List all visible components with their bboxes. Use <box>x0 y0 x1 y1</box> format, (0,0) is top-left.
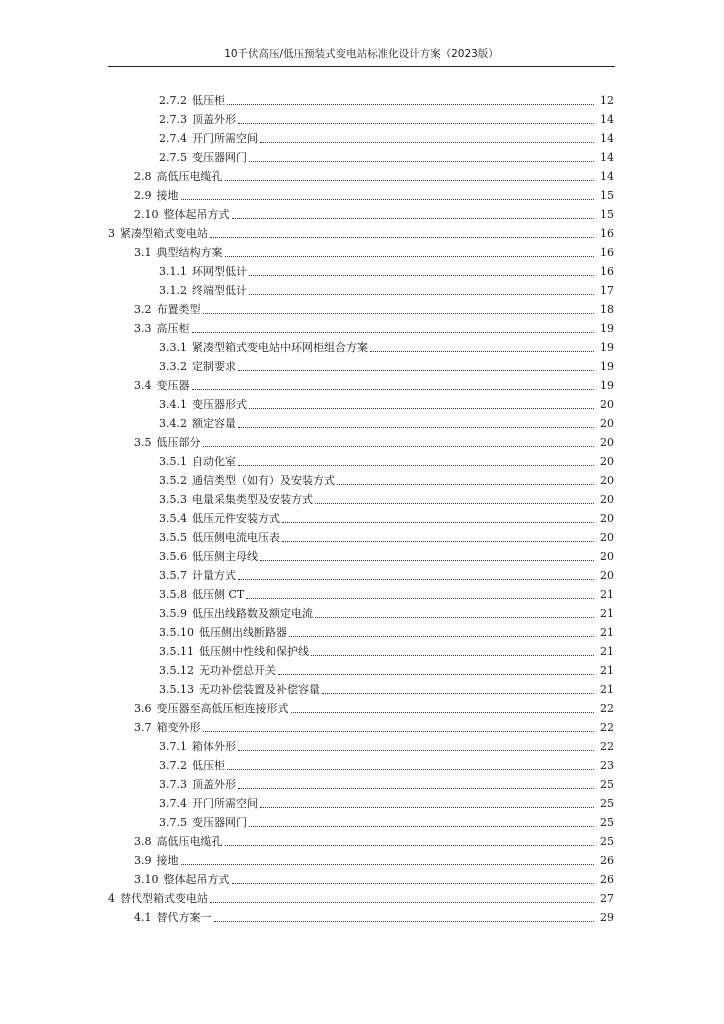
toc-entry[interactable] <box>0 393 724 412</box>
toc-entry-title: 典型结构方案 <box>156 246 223 259</box>
toc-entry-number: 3.5.1 <box>159 455 187 468</box>
toc-entry-title: 高低压电缆孔 <box>156 170 223 183</box>
toc-dot-leader <box>260 807 594 808</box>
toc-entry[interactable] <box>0 146 724 165</box>
toc-entry[interactable] <box>0 526 724 545</box>
toc-dot-leader <box>282 522 594 523</box>
toc-entry-title: 变压器网门 <box>192 151 247 164</box>
toc-entry-page: 25 <box>600 835 614 848</box>
toc-entry-page: 22 <box>600 702 614 715</box>
toc-entry[interactable] <box>0 830 724 849</box>
toc-entry-page: 18 <box>600 303 614 316</box>
toc-entry-number: 3.5.2 <box>159 474 187 487</box>
toc-entry-page: 20 <box>600 512 614 525</box>
toc-entry-title: 变压器网门 <box>192 816 247 829</box>
toc-dot-leader <box>227 104 594 105</box>
toc-entry-title: 低压元件安装方式 <box>192 512 280 525</box>
toc-entry[interactable] <box>0 431 724 450</box>
toc-entry[interactable] <box>0 469 724 488</box>
toc-entry[interactable] <box>0 412 724 431</box>
toc-entry-page: 16 <box>600 246 614 259</box>
toc-entry-page: 23 <box>600 759 614 772</box>
toc-entry-title: 额定容量 <box>192 417 236 430</box>
toc-entry[interactable] <box>0 89 724 108</box>
toc-entry-title: 整体起吊方式 <box>163 873 230 886</box>
toc-entry-number: 3.1.1 <box>159 265 187 278</box>
toc-entry-number: 3.7.3 <box>159 778 187 791</box>
toc-entry[interactable] <box>0 659 724 678</box>
toc-entry[interactable] <box>0 279 724 298</box>
toc-entry[interactable] <box>0 849 724 868</box>
toc-dot-leader <box>192 332 595 333</box>
toc-entry-number: 3.10 <box>134 873 159 886</box>
toc-entry-title: 变压器形式 <box>192 398 247 411</box>
toc-dot-leader <box>291 712 595 713</box>
toc-dot-leader <box>227 769 594 770</box>
toc-dot-leader <box>225 256 595 257</box>
toc-entry[interactable] <box>0 355 724 374</box>
toc-entry-page: 20 <box>600 493 614 506</box>
toc-dot-leader <box>315 617 594 618</box>
toc-entry-title: 替代方案一 <box>156 911 212 924</box>
toc-entry-number: 3.3.2 <box>159 360 187 373</box>
toc-entry[interactable] <box>0 488 724 507</box>
toc-dot-leader <box>260 142 594 143</box>
toc-entry-page: 21 <box>600 626 614 639</box>
toc-entry-page: 15 <box>600 208 614 221</box>
toc-entry-number: 2.7.3 <box>159 113 187 126</box>
toc-entry-title: 自动化室 <box>192 455 236 468</box>
toc-dot-leader <box>249 408 594 409</box>
toc-dot-leader <box>181 199 595 200</box>
toc-entry-page: 27 <box>600 892 614 905</box>
toc-entry-title: 顶盖外形 <box>192 113 236 126</box>
toc-entry[interactable] <box>0 260 724 279</box>
toc-entry[interactable] <box>0 754 724 773</box>
toc-entry-page: 22 <box>600 740 614 753</box>
toc-entry-page: 19 <box>600 379 614 392</box>
toc-dot-leader <box>210 902 594 903</box>
toc-entry-number: 3.5.11 <box>159 645 194 658</box>
toc-entry-page: 21 <box>600 588 614 601</box>
toc-entry-number: 3.5.13 <box>159 683 194 696</box>
toc-entry-page: 20 <box>600 474 614 487</box>
toc-dot-leader <box>282 541 594 542</box>
toc-entry-number: 3.5.9 <box>159 607 187 620</box>
header-rule <box>108 66 615 67</box>
toc-entry-page: 25 <box>600 816 614 829</box>
toc-entry[interactable] <box>0 317 724 336</box>
toc-entry-page: 14 <box>600 113 614 126</box>
toc-entry-title: 箱体外形 <box>192 740 236 753</box>
toc-dot-leader <box>238 123 594 124</box>
toc-dot-leader <box>249 275 594 276</box>
toc-entry-title: 接地 <box>156 189 179 202</box>
toc-entry[interactable] <box>0 507 724 526</box>
toc-entry-title: 紧凑型箱式变电站中环网柜组合方案 <box>192 341 368 354</box>
toc-dot-leader <box>232 883 595 884</box>
toc-entry-page: 19 <box>600 360 614 373</box>
toc-entry-number: 2.10 <box>134 208 159 221</box>
toc-dot-leader <box>370 351 594 352</box>
toc-entry-number: 2.9 <box>134 189 152 202</box>
toc-entry[interactable] <box>0 716 724 735</box>
toc-entry[interactable] <box>0 583 724 602</box>
toc-entry[interactable] <box>0 906 724 925</box>
toc-entry-page: 26 <box>600 854 614 867</box>
toc-dot-leader <box>337 484 594 485</box>
toc-entry-number: 3 <box>108 227 115 240</box>
toc-entry-title: 开门所需空间 <box>192 132 258 145</box>
toc-entry-page: 19 <box>600 322 614 335</box>
toc-entry-number: 3.5.4 <box>159 512 187 525</box>
toc-dot-leader <box>289 636 594 637</box>
toc-entry-number: 3.7.5 <box>159 816 187 829</box>
toc-entry-number: 3.5.5 <box>159 531 187 544</box>
toc-dot-leader <box>246 598 594 599</box>
toc-entry-number: 2.8 <box>134 170 152 183</box>
toc-entry-number: 3.3.1 <box>159 341 187 354</box>
toc-dot-leader <box>238 427 594 428</box>
toc-entry-title: 布置类型 <box>156 303 201 316</box>
toc-entry-page: 14 <box>600 170 614 183</box>
toc-entry[interactable] <box>0 735 724 754</box>
toc-dot-leader <box>238 750 594 751</box>
toc-dot-leader <box>249 826 594 827</box>
toc-dot-leader <box>225 180 595 181</box>
toc-entry[interactable] <box>0 868 724 887</box>
toc-entry[interactable] <box>0 241 724 260</box>
toc-entry-page: 20 <box>600 531 614 544</box>
toc-entry-page: 26 <box>600 873 614 886</box>
toc-dot-leader <box>238 579 594 580</box>
toc-dot-leader <box>192 389 595 390</box>
toc-entry-title: 高压柜 <box>156 322 190 335</box>
toc-entry-number: 3.5.12 <box>159 664 194 677</box>
toc-entry-number: 3.9 <box>134 854 152 867</box>
toc-entry[interactable] <box>0 127 724 146</box>
toc-entry[interactable] <box>0 184 724 203</box>
toc-entry-title: 通信类型（如有）及安装方式 <box>192 474 335 487</box>
toc-dot-leader <box>203 313 595 314</box>
toc-entry-number: 3.7.4 <box>159 797 187 810</box>
toc-entry-page: 16 <box>600 227 614 240</box>
toc-dot-leader <box>249 294 594 295</box>
toc-entry-title: 低压侧电流电压表 <box>192 531 280 544</box>
toc-entry-page: 25 <box>600 797 614 810</box>
toc-dot-leader <box>311 655 594 656</box>
toc-entry-title: 开门所需空间 <box>192 797 258 810</box>
toc-entry-number: 3.6 <box>134 702 152 715</box>
toc-entry-page: 20 <box>600 436 614 449</box>
toc-entry-number: 2.7.4 <box>159 132 187 145</box>
toc-dot-leader <box>210 237 594 238</box>
toc-dot-leader <box>225 845 595 846</box>
toc-entry-page: 21 <box>600 645 614 658</box>
toc-entry[interactable] <box>0 773 724 792</box>
toc-entry[interactable] <box>0 697 724 716</box>
toc-entry-page: 29 <box>600 911 614 924</box>
toc-entry-title: 箱变外形 <box>156 721 201 734</box>
toc-entry-title: 环网型低计 <box>192 265 247 278</box>
toc-entry-page: 17 <box>600 284 614 297</box>
toc-entry-number: 3.3 <box>134 322 152 335</box>
toc-entry-title: 高低压电缆孔 <box>156 835 223 848</box>
toc-dot-leader <box>214 921 595 922</box>
toc-dot-leader <box>238 788 594 789</box>
toc-entry-title: 顶盖外形 <box>192 778 236 791</box>
toc-entry-page: 12 <box>600 94 614 107</box>
toc-dot-leader <box>203 731 595 732</box>
toc-entry[interactable] <box>0 222 724 241</box>
toc-entry-title: 无功补偿总开关 <box>199 664 276 677</box>
toc-entry-number: 3.2 <box>134 303 152 316</box>
toc-entry-title: 低压侧中性线和保护线 <box>199 645 309 658</box>
toc-entry[interactable] <box>0 374 724 393</box>
toc-entry-number: 3.4.2 <box>159 417 187 430</box>
toc-entry-number: 3.5.8 <box>159 588 187 601</box>
toc-entry-number: 4.1 <box>134 911 152 924</box>
toc-entry-title: 替代型箱式变电站 <box>120 892 208 905</box>
toc-entry[interactable] <box>0 298 724 317</box>
toc-entry-title: 低压柜 <box>192 759 225 772</box>
toc-dot-leader <box>322 693 594 694</box>
toc-entry-title: 无功补偿装置及补偿容量 <box>199 683 320 696</box>
toc-entry-title: 低压部分 <box>156 436 201 449</box>
toc-dot-leader <box>278 674 594 675</box>
toc-entry-number: 3.1.2 <box>159 284 187 297</box>
toc-entry-title: 紧凑型箱式变电站 <box>120 227 208 240</box>
toc-entry-number: 3.1 <box>134 246 152 259</box>
toc-entry-page: 20 <box>600 417 614 430</box>
toc-entry-page: 20 <box>600 550 614 563</box>
toc-dot-leader <box>238 465 594 466</box>
toc-entry[interactable] <box>0 336 724 355</box>
toc-entry-page: 20 <box>600 455 614 468</box>
toc-entry-page: 15 <box>600 189 614 202</box>
toc-entry-number: 2.7.2 <box>159 94 187 107</box>
toc-entry[interactable] <box>0 640 724 659</box>
toc-entry-page: 21 <box>600 664 614 677</box>
toc-entry-title: 计量方式 <box>192 569 236 582</box>
toc-entry[interactable] <box>0 450 724 469</box>
toc-entry-title: 终端型低计 <box>192 284 247 297</box>
toc-entry[interactable] <box>0 621 724 640</box>
running-header: 10千伏高压/低压预装式变电站标准化设计方案（2023版） <box>224 48 499 60</box>
toc-dot-leader <box>238 370 594 371</box>
toc-dot-leader <box>203 446 595 447</box>
toc-entry-page: 16 <box>600 265 614 278</box>
toc-entry-page: 21 <box>600 607 614 620</box>
toc-entry-number: 3.5.6 <box>159 550 187 563</box>
toc-entry[interactable] <box>0 887 724 906</box>
toc-entry-number: 3.8 <box>134 835 152 848</box>
toc-entry-number: 2.7.5 <box>159 151 187 164</box>
toc-entry-number: 3.7.2 <box>159 759 187 772</box>
toc-dot-leader <box>232 218 595 219</box>
toc-entry[interactable] <box>0 203 724 222</box>
toc-dot-leader <box>260 560 594 561</box>
toc-entry-title: 变压器至高低压柜连接形式 <box>156 702 289 715</box>
toc-entry-number: 3.4 <box>134 379 152 392</box>
toc-entry-number: 3.7 <box>134 721 152 734</box>
toc-entry-number: 3.5.3 <box>159 493 187 506</box>
toc-entry[interactable] <box>0 678 724 697</box>
toc-entry-page: 21 <box>600 683 614 696</box>
toc-entry-number: 3.4.1 <box>159 398 187 411</box>
toc-entry[interactable] <box>0 165 724 184</box>
toc-entry-title: 低压侧出线断路器 <box>199 626 287 639</box>
toc-entry-page: 20 <box>600 569 614 582</box>
toc-entry[interactable] <box>0 564 724 583</box>
toc-entry-title: 接地 <box>156 854 179 867</box>
toc-entry[interactable] <box>0 792 724 811</box>
toc-entry-number: 3.5.7 <box>159 569 187 582</box>
toc-entry[interactable] <box>0 602 724 621</box>
toc-entry-page: 25 <box>600 778 614 791</box>
toc-dot-leader <box>181 864 595 865</box>
toc-dot-leader <box>315 503 594 504</box>
toc-entry-page: 19 <box>600 341 614 354</box>
toc-entry-title: 定制要求 <box>192 360 236 373</box>
toc-entry[interactable] <box>0 108 724 127</box>
toc-entry-page: 14 <box>600 151 614 164</box>
toc-entry-title: 低压侧 CT <box>192 588 245 601</box>
toc-entry-page: 20 <box>600 398 614 411</box>
toc-entry-number: 3.7.1 <box>159 740 187 753</box>
toc-entry[interactable] <box>0 811 724 830</box>
toc-entry-title: 整体起吊方式 <box>163 208 230 221</box>
toc-entry-title: 低压侧主母线 <box>192 550 258 563</box>
toc-entry[interactable] <box>0 545 724 564</box>
toc-entry-number: 4 <box>108 892 115 905</box>
toc-entry-title: 变压器 <box>156 379 190 392</box>
toc-entry-page: 22 <box>600 721 614 734</box>
toc-entry-page: 14 <box>600 132 614 145</box>
toc-entry-title: 低压柜 <box>192 94 225 107</box>
toc-dot-leader <box>249 161 594 162</box>
toc-entry-title: 低压出线路数及额定电流 <box>192 607 313 620</box>
toc-entry-number: 3.5.10 <box>159 626 194 639</box>
toc-entry-number: 3.5 <box>134 436 152 449</box>
toc-entry-title: 电量采集类型及安装方式 <box>192 493 313 506</box>
